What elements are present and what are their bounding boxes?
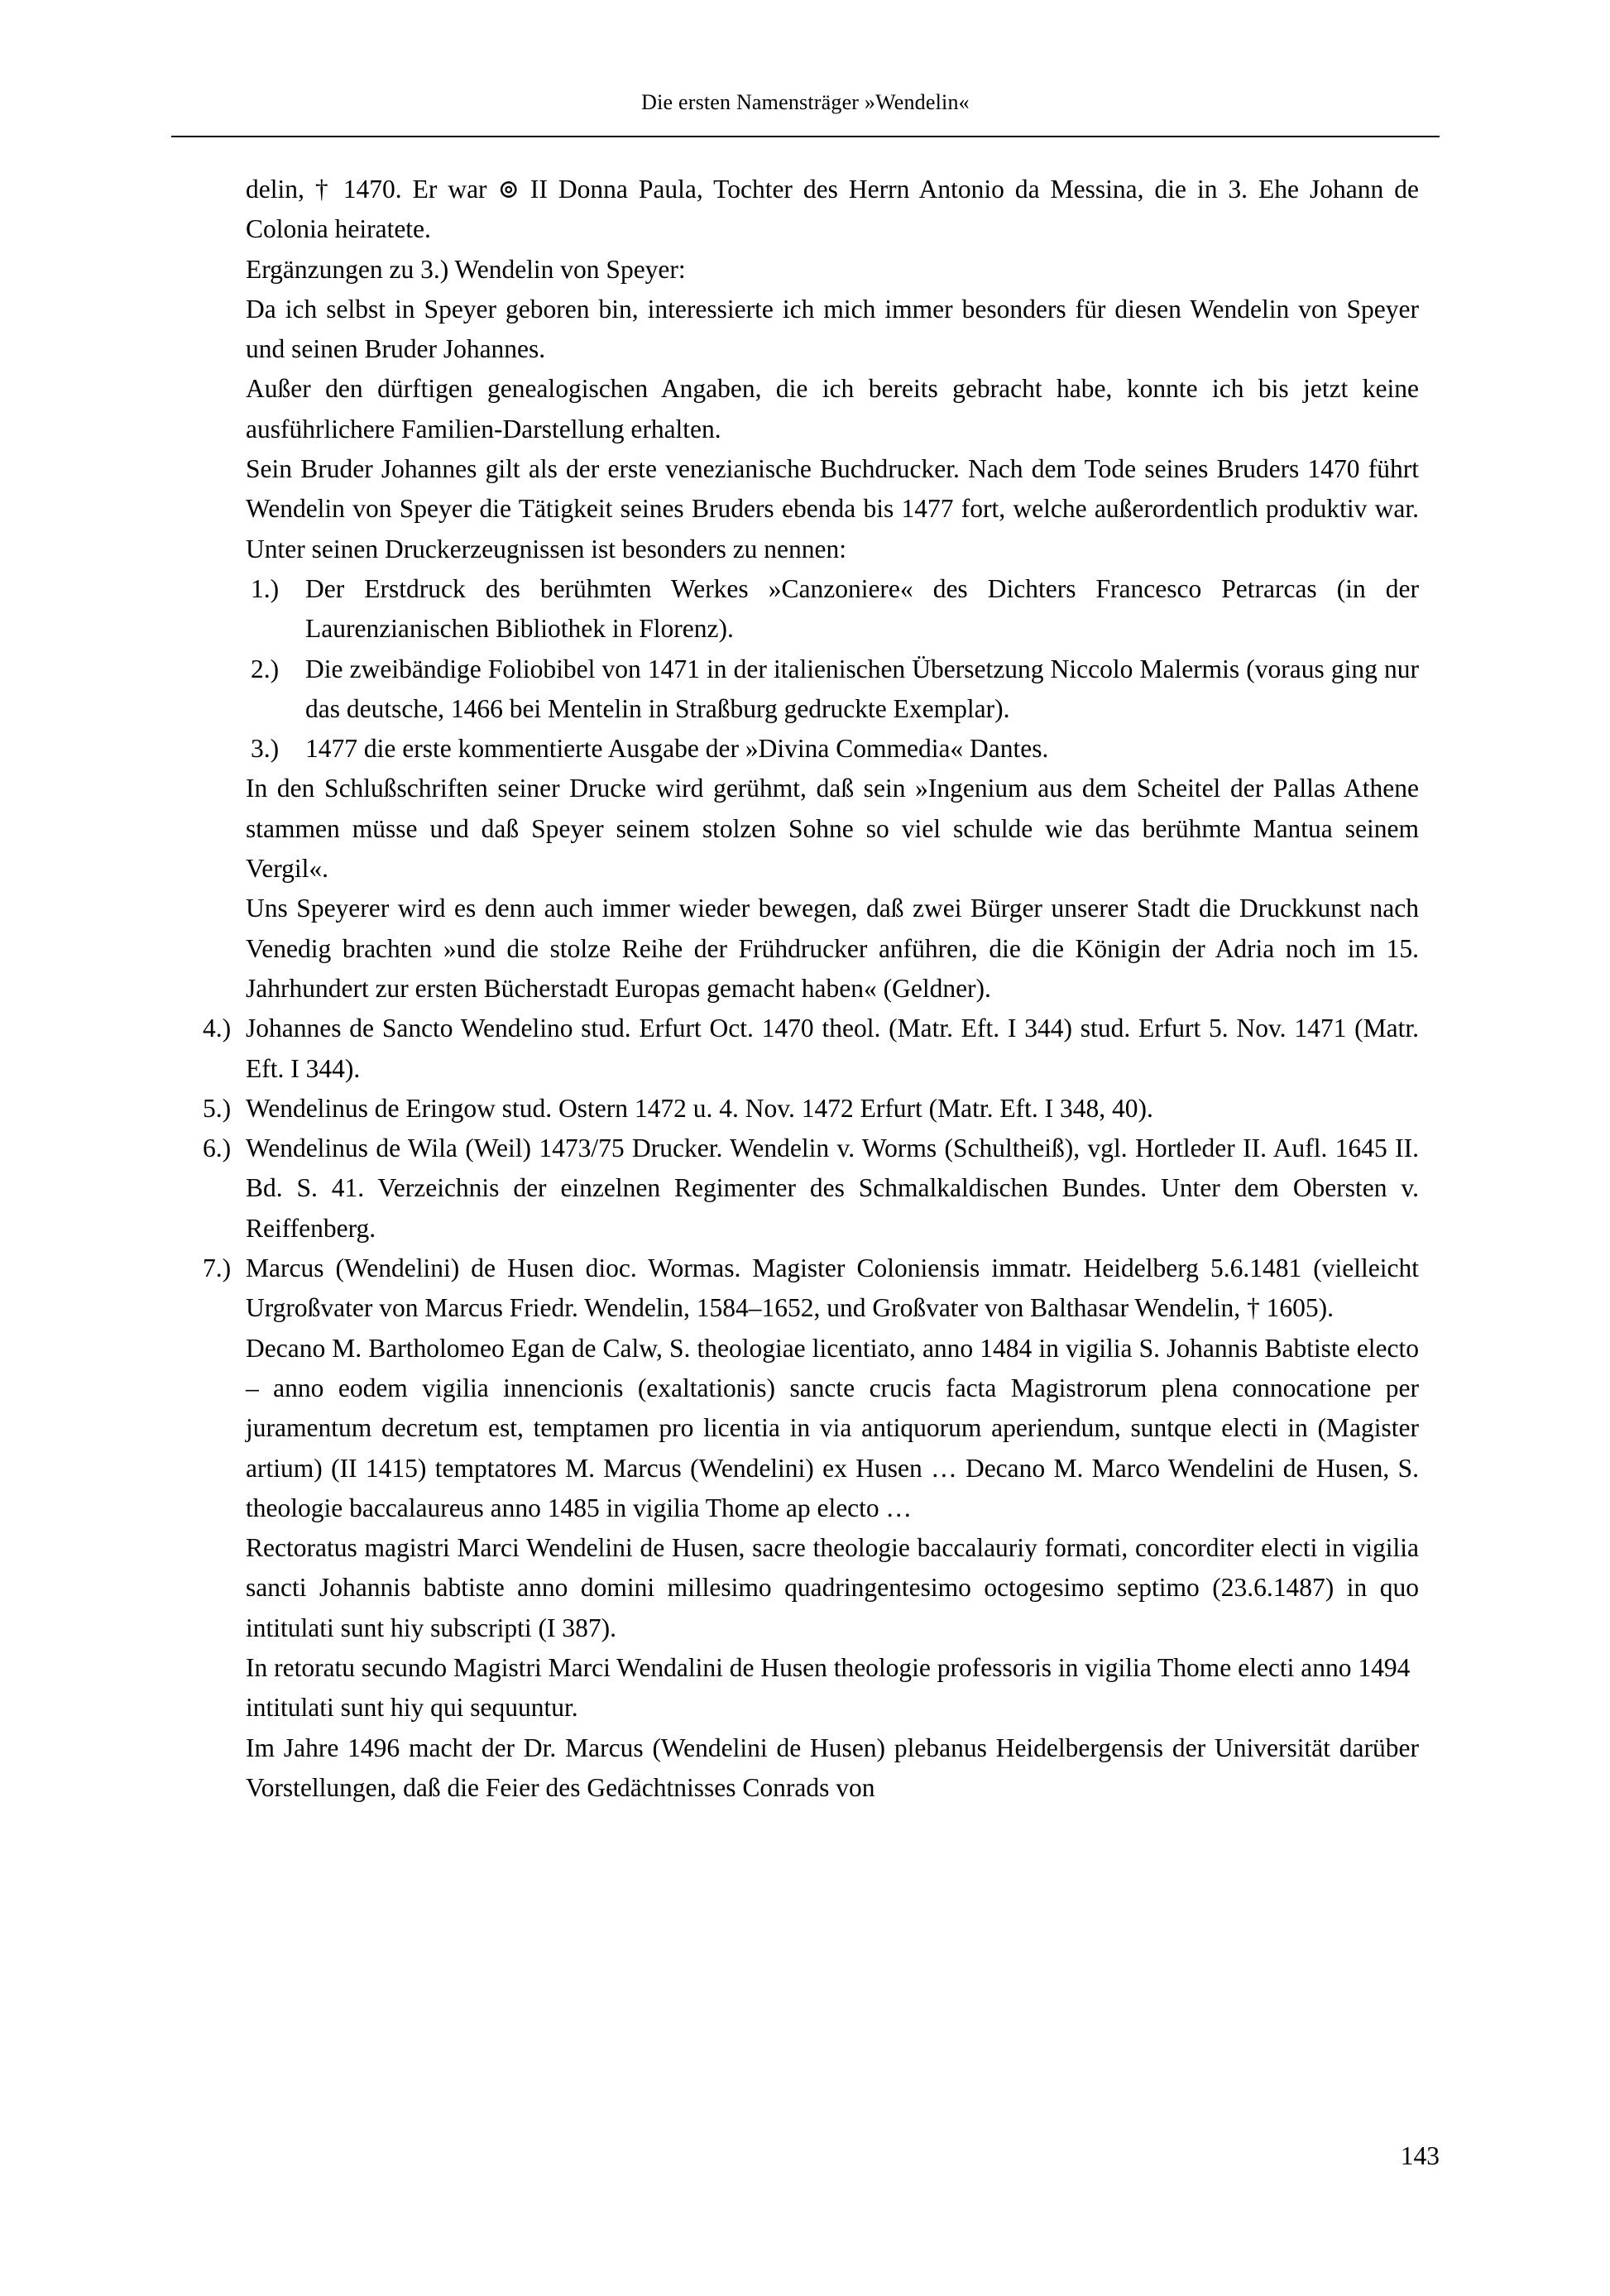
running-head: Die ersten Namensträger »Wendelin«	[641, 90, 970, 114]
paragraph-text: In den Schlußschriften seiner Drucke wird gerühmt, daß sein »Ingenium aus dem Scheitel der Pallas Athene stammen müsse und daß Speyer seinem stolzen Sohne so viel schulde wie das berühmte Mantua seinem Vergil«.	[246, 774, 1419, 884]
list-item-text: Der Erstdruck des berühmten Werkes »Canzoniere« des Dichters Francesco Petrarcas (in der Laurenzianischen Bibliothek in Florenz).	[305, 573, 1419, 644]
paragraph	[246, 369, 1419, 449]
paragraph	[246, 449, 1419, 569]
list-item-marker: 7.)	[203, 1253, 232, 1283]
list-item-text: Johannes de Sancto Wendelino stud. Erfurt Oct. 1470 theol. (Matr. Eft. I 344) stud. Erfurt 5. Nov. 1471 (Matr. Eft. I 344).	[246, 1014, 1419, 1083]
paragraph-text: Da ich selbst in Speyer geboren bin, interessierte ich mich immer besonders für diesen Wendelin von Speyer und seinen Bruder Johannes.	[246, 294, 1419, 364]
works-list	[246, 569, 1419, 769]
paragraph	[246, 889, 1419, 1009]
list-item	[203, 1249, 1419, 1329]
list-item-marker: 4.)	[203, 1014, 232, 1043]
paragraph	[246, 170, 1419, 250]
list-item-text: 1477 die erste kommentierte Ausgabe der »Divina Commedia« Dantes.	[305, 734, 1049, 764]
list-item-marker: 2.)	[251, 654, 280, 683]
list-item-marker: 3.)	[251, 734, 280, 764]
paragraph	[246, 1648, 1419, 1728]
paragraph	[246, 1728, 1419, 1809]
paragraph-text: In retoratu secundo Magistri Marci Wendalini de Husen theologie professoris in vigilia Thome electi anno 1494 intitulati sunt hiy qui sequuntur.	[246, 1652, 1411, 1723]
list-item	[203, 1089, 1419, 1129]
paragraph-text: Decano M. Bartholomeo Egan de Calw, S. theologiae licentiato, anno 1484 in vigilia S. Johannis Babtiste electo – anno eodem vigilia innencionis (exaltationis) sancte crucis facta Magistrorum plena connocatione per juramentum decretum est, temptamen pro licentia in via antiquorum aperiendum, suntque electi in (Magister artium) (II 1415) temptatores M. Marcus (Wendelini) ex Husen … Decano M. Marco Wendelini de Husen, S. theologie baccalaureus anno 1485 in vigilia Thome ap electo …	[246, 1333, 1419, 1522]
paragraph-text: Rectoratus magistri Marci Wendelini de Husen, sacre theologie baccalauriy formati, concorditer electi in vigilia sancti Johannis babtiste anno domini millesimo quadringentesimo octogesimo septimo (23.6.1487) in quo intitulati sunt hiy subscripti (I 387).	[246, 1533, 1419, 1642]
paragraph	[246, 1329, 1419, 1528]
paragraph-text: Ergänzungen zu 3.) Wendelin von Speyer:	[246, 254, 686, 284]
paragraph-text: delin, † 1470. Er war ⊚ II Donna Paula, Tochter des Herrn Antonio da Messina, die in 3. Ehe Johann de Colonia heiratete.	[246, 175, 1419, 244]
list-item-marker: 6.)	[203, 1134, 232, 1163]
header-rule	[171, 136, 1440, 137]
list-item	[246, 569, 1419, 649]
page-body	[203, 170, 1419, 1808]
entries-list	[203, 1009, 1419, 1808]
paragraph	[246, 290, 1419, 370]
list-item	[246, 649, 1419, 730]
list-item-text: Wendelinus de Wila (Weil) 1473/75 Drucker. Wendelin v. Worms (Schultheiß), vgl. Hortleder II. Aufl. 1645 II. Bd. S. 41. Verzeichnis der einzelnen Regimenter des Schmalkaldischen Bundes. Unter dem Obersten v. Reiffenberg.	[246, 1134, 1419, 1243]
list-item-text: Marcus (Wendelini) de Husen dioc. Wormas. Magister Coloniensis immatr. Heidelberg 5.6.1481 (vielleicht Urgroßvater von Marcus Friedr. Wendelin, 1584–1652, und Großvater von Balthasar Wendelin, † 1605).	[246, 1253, 1419, 1323]
paragraph-text: Sein Bruder Johannes gilt als der erste venezianische Buchdrucker. Nach dem Tode seines Bruders 1470 führt Wendelin von Speyer die Tätigkeit seines Bruders ebenda bis 1477 fort, welche außerordentlich produktiv war. Unter seinen Druckerzeugnissen ist besonders zu nennen:	[246, 454, 1419, 563]
page-number: 143	[1400, 2141, 1440, 2170]
paragraph-text: Im Jahre 1496 macht der Dr. Marcus (Wendelini de Husen) plebanus Heidelbergensis der Universität darüber Vorstellungen, daß die Feier des Gedächtnisses Conrads von	[246, 1733, 1419, 1802]
paragraph-text: Außer den dürftigen genealogischen Angaben, die ich bereits gebracht habe, konnte ich bis jetzt keine ausführlichere Familien-Darstellung erhalten.	[246, 374, 1419, 443]
list-item	[203, 1129, 1419, 1249]
list-item-marker: 1.)	[251, 573, 280, 603]
list-item	[246, 729, 1419, 769]
list-item-marker: 5.)	[203, 1093, 232, 1123]
list-item	[203, 1009, 1419, 1089]
list-item-text: Wendelinus de Eringow stud. Ostern 1472 u. 4. Nov. 1472 Erfurt (Matr. Eft. I 348, 40).	[246, 1093, 1153, 1123]
paragraph	[246, 769, 1419, 889]
list-item-text: Die zweibändige Foliobibel von 1471 in der italienischen Übersetzung Niccolo Malermis (voraus ging nur das deutsche, 1466 bei Mentelin in Straßburg gedruckte Exemplar).	[305, 654, 1419, 723]
paragraph	[246, 250, 1419, 290]
paragraph	[246, 1528, 1419, 1648]
paragraph-text: Uns Speyerer wird es denn auch immer wieder bewegen, daß zwei Bürger unserer Stadt die Druckkunst nach Venedig brachten »und die stolze Reihe der Frühdrucker anführen, die die Königin der Adria noch im 15. Jahrhundert zur ersten Bücherstadt Europas gemacht haben« (Geldner).	[246, 894, 1419, 1003]
